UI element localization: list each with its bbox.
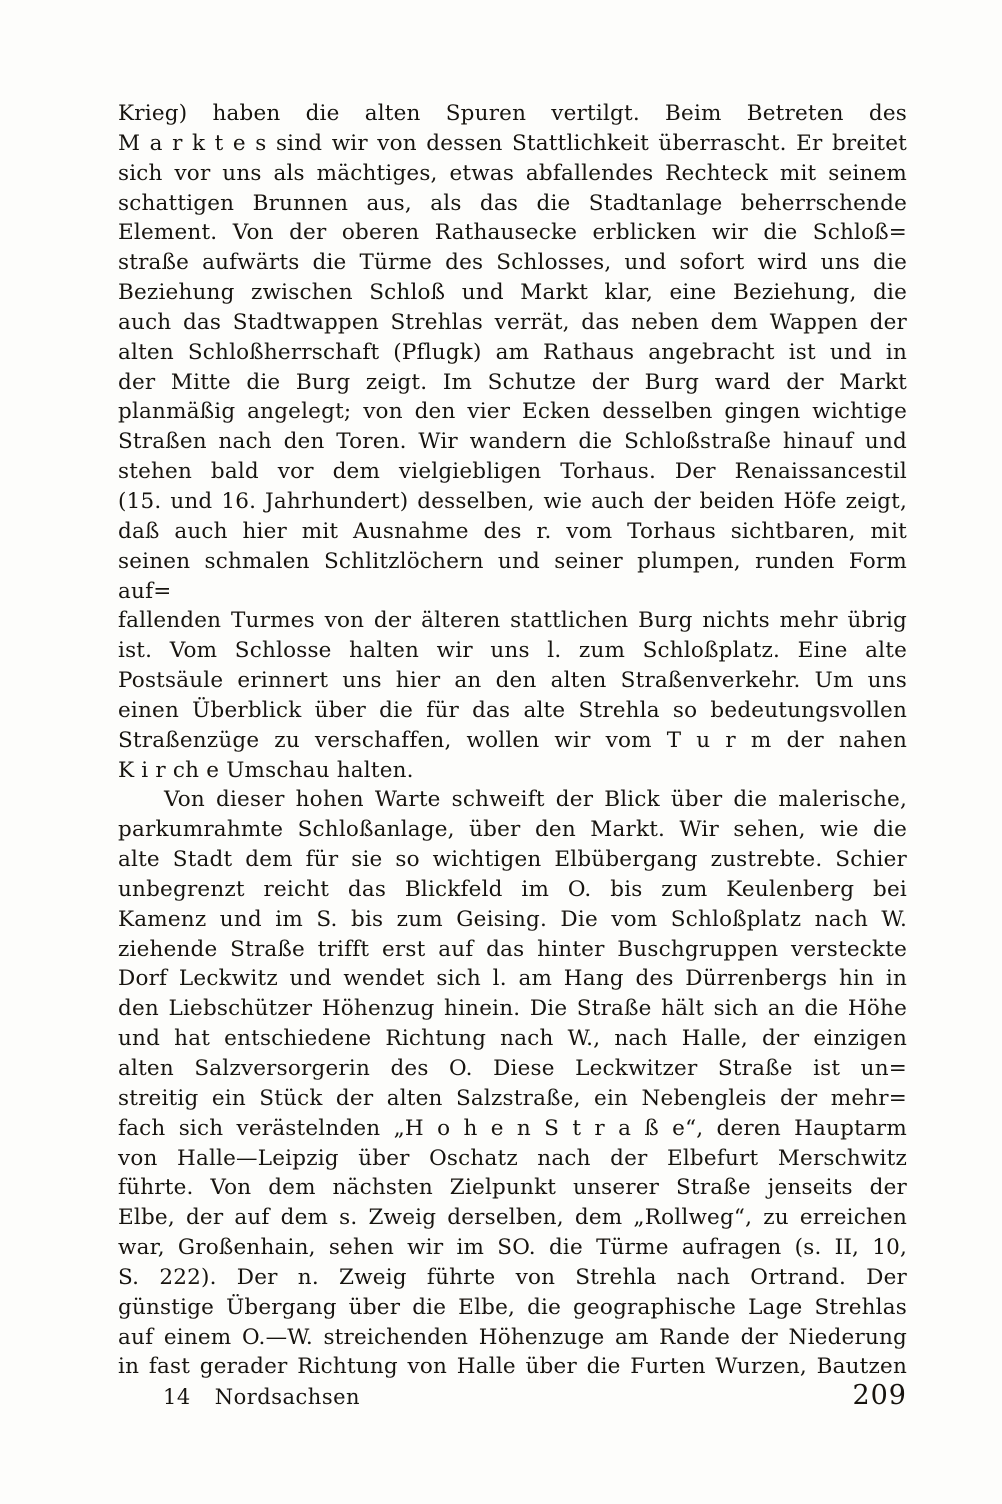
paragraph-2 — [118, 785, 907, 1382]
text-line: Postsäule erinnert uns hier an den alten Straßenverkehr. Um uns — [118, 668, 907, 694]
text-line: S. 222). Der n. Zweig führte von Strehla nach Ortrand. Der — [118, 1264, 907, 1290]
text-line: planmäßig angelegt; von den vier Ecken desselben gingen wichtige — [118, 399, 907, 425]
text-line: der Mitte die Burg zeigt. Im Schutze der Burg ward der Markt — [118, 369, 907, 395]
text-line: war, Großenhain, sehen wir im SO. die Türme aufragen (s. II, 10, — [118, 1235, 907, 1261]
text-line: seinen schmalen Schlitzlöchern und seiner plumpen, runden Form auf= — [118, 548, 907, 604]
text-line: Elbe, der auf dem s. Zweig derselben, dem „Rollweg“, zu erreichen — [118, 1205, 907, 1231]
text-line: unbegrenzt reicht das Blickfeld im O. bis zum Keulenberg bei — [118, 876, 907, 902]
text-line: parkumrahmte Schloßanlage, über den Markt. Wir sehen, wie die — [118, 817, 907, 843]
text-line: M a r k t e s sind wir von dessen Stattlichkeit überrascht. Er breitet — [118, 130, 907, 156]
text-line: und hat entschiedene Richtung nach W., nach Halle, der einzigen — [118, 1026, 907, 1052]
text-line: Straßenzüge zu verschaffen, wollen wir vom T u r m der nahen — [118, 727, 907, 753]
text-line: alten Schloßherrschaft (Pflugk) am Rathaus angebracht ist und in — [118, 339, 907, 365]
text-line: (15. und 16. Jahrhundert) desselben, wie auch der beiden Höfe zeigt, — [118, 488, 907, 514]
text-line: daß auch hier mit Ausnahme des r. vom Torhaus sichtbaren, mit — [118, 518, 907, 544]
paragraph-1 — [118, 99, 907, 756]
text-line: Von dieser hohen Warte schweift der Blick über die malerische, — [164, 787, 907, 813]
text-line: den Liebschützer Höhenzug hinein. Die Straße hält sich an die Höhe — [118, 996, 907, 1022]
text-line: in fast gerader Richtung von Halle über die Furten Wurzen, Bautzen — [118, 1354, 907, 1380]
text-line: alte Stadt dem für sie so wichtigen Elbübergang zustrebte. Schier — [118, 847, 907, 873]
text-line: Beziehung zwischen Schloß und Markt klar, eine Beziehung, die — [118, 280, 907, 306]
chapter-signature: 14 — [163, 1385, 191, 1409]
text-line: einen Überblick über die für das alte Strehla so bedeutungsvollen — [118, 697, 907, 723]
text-line: von Halle—Leipzig über Oschatz nach der Elbefurt Merschwitz — [118, 1145, 907, 1171]
text-line: K i r ch e Umschau halten. — [118, 757, 414, 783]
text-line: Krieg) haben die alten Spuren vertilgt. Beim Betreten des — [118, 101, 907, 126]
text-line: führte. Von dem nächsten Zielpunkt unserer Straße jenseits der — [118, 1175, 907, 1201]
text-line: auch das Stadtwappen Strehlas verrät, das neben dem Wappen der — [118, 309, 907, 335]
text-line: auf einem O.—W. streichenden Höhenzuge am Rande der Niederung — [118, 1324, 907, 1350]
text-line: günstige Übergang über die Elbe, die geographische Lage Strehlas — [118, 1294, 907, 1320]
text-line: ziehende Straße trifft erst auf das hinter Buschgruppen versteckte — [118, 936, 907, 962]
text-line: Kamenz und im S. bis zum Geising. Die vom Schloßplatz nach W. — [118, 906, 907, 932]
text-line: straße aufwärts die Türme des Schlosses, und sofort wird uns die — [118, 250, 907, 276]
page-footer — [118, 1380, 907, 1411]
text-line: schattigen Brunnen aus, als das die Stadtanlage beherrschende — [118, 190, 907, 216]
text-line: Dorf Leckwitz und wendet sich l. am Hang des Dürrenbergs hin in — [118, 966, 907, 992]
text-line: stehen bald vor dem vielgiebligen Torhaus. Der Renaissancestil — [118, 459, 907, 485]
running-title: Nordsachsen — [214, 1385, 361, 1409]
text-line: Element. Von der oberen Rathausecke erblicken wir die Schloß= — [118, 220, 907, 246]
text-line: ist. Vom Schlosse halten wir uns l. zum Schloßplatz. Eine alte — [118, 638, 907, 664]
page-text — [118, 99, 907, 1382]
text-line: alten Salzversorgerin des O. Diese Leckwitzer Straße ist un= — [118, 1056, 907, 1081]
text-line: fach sich verästelnden „H o h e n S t r a ß e“, deren Hauptarm — [118, 1115, 907, 1141]
text-line: sich vor uns als mächtiges, etwas abfallendes Rechteck mit seinem — [118, 160, 907, 186]
text-line: fallenden Turmes von der älteren stattlichen Burg nichts mehr übrig — [118, 608, 907, 634]
text-line: Straßen nach den Toren. Wir wandern die Schloßstraße hinauf und — [118, 429, 907, 455]
text-line: streitig ein Stück der alten Salzstraße, ein Nebengleis der mehr= — [118, 1085, 907, 1111]
page-number: 209 — [852, 1380, 907, 1411]
